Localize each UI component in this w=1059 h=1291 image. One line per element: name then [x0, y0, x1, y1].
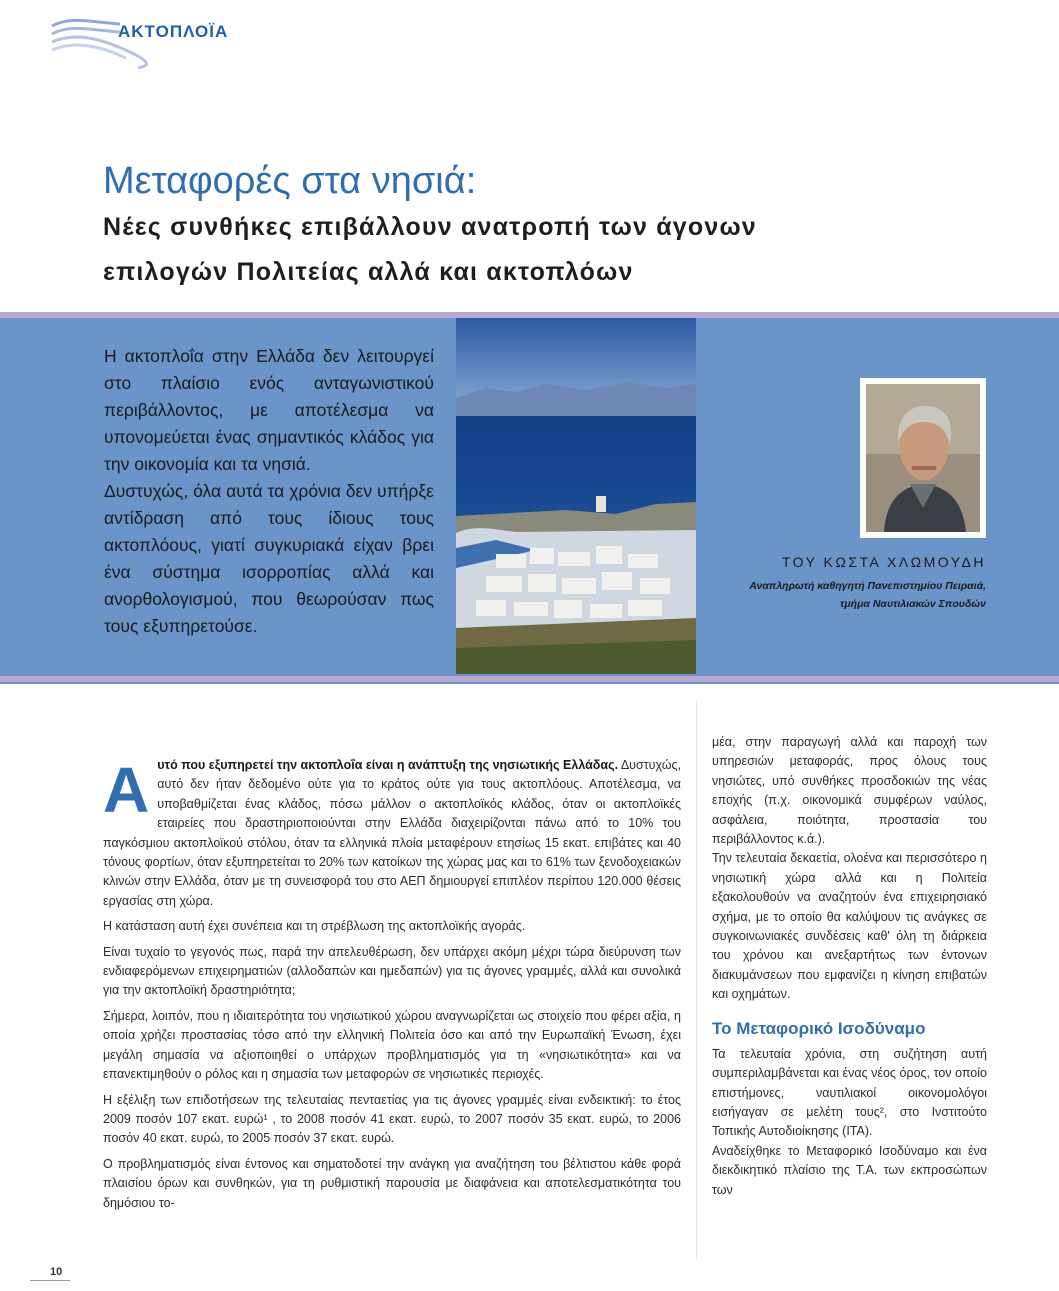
body-left-column	[103, 756, 681, 1219]
lead-bold-text: υτό που εξυπηρετεί την ακτοπλοΐα είναι η ανάπτυξη της νησιωτικής Ελλάδας.	[157, 758, 619, 772]
intro-paragraph-1: Η ακτοπλοΐα στην Ελλάδα δεν λειτουργεί στο πλαίσιο ενός ανταγωνιστικού περιβάλλοντος, με αποτέλεσμα να υπονομεύεται ένας σημαντικός κλάδος για την οικονομία και τα νησιά.	[104, 346, 434, 474]
article-title: Μεταφορές στα νησιά:	[103, 160, 477, 202]
wave-lines-icon	[50, 12, 150, 72]
intro-text	[104, 343, 434, 640]
article-subtitle-line2: επιλογών Πολιτείας αλλά και ακτοπλόων	[103, 258, 634, 286]
author-byline: ΤΟΥ ΚΩΣΤΑ ΧΛΩΜΟΥΔΗ	[781, 554, 986, 570]
author-portrait	[866, 384, 980, 532]
body-paragraph: Ο προβληματισμός είναι έντονος και σηματοδοτεί την ανάγκη για αναζήτηση του βέλτιστου κάθε φορά πλαισίου όρων και συνθηκών, για τη ρυθμιστική παρουσία με διαφάνεια και αποτελεσματικότητα του δημόσιου το-	[103, 1156, 681, 1210]
body-paragraph: Είναι τυχαίο το γεγονός πως, παρά την απελευθέρωση, δεν υπάρχει ακόμη μέχρι τώρα διεύρυνση των ενδιαφερόμενων επιχειρηματιών (αλλοδαπών και ημεδαπών) για τις άγονες γραμμές, αλλά και συνολικά για την ακτοπλοϊκή δραστηριότητα;	[103, 944, 681, 998]
body-right-column	[712, 733, 987, 1200]
intro-paragraph-2: Δυστυχώς, όλα αυτά τα χρόνια δεν υπήρξε αντίδραση από τους ίδιους τους ακτοπλόους, γιατί συγκυριακά είχαν βρει ένα σύστημα ισορροπίας αλλά και ανορθολογισμού, που θεωρούσαν πως τους εξυπηρετούσε.	[104, 481, 434, 636]
page-number: 10	[50, 1266, 63, 1278]
body-paragraph: Την τελευταία δεκαετία, ολοένα και περισσότερο η νησιωτική χώρα αλλά και η Πολιτεία εξακολουθούν να αναζητούν ένα επιχειρησιακό σχήμα, με το οποίο θα καλύψουν τις ανάγκες σε συγκοινωνιακές συνδέσεις καθ' όλη τη διάρκεια του χρόνου και ανεξαρτήτως των έντονων διακυμάνσεων που εμφανίζει η κίνηση επιβατών και οχημάτων.	[712, 851, 987, 1002]
band-divider-bottom	[0, 676, 1059, 682]
drop-cap: Α	[103, 754, 150, 826]
section-label: ΑΚΤΟΠΛΟΪΑ	[118, 22, 229, 41]
body-paragraph: μέα, στην παραγωγή αλλά και παροχή των υπηρεσιών μεταφοράς, προς όλους τους νησιώτες, υπό συνθήκες προσδοκιών της νέας εποχής (π.χ. οικονομικά συμφέρων ναύλος, ασφάλεια, ποιότητα, προστασία του περιβάλλοντος κ.ά.).	[712, 735, 987, 847]
body-paragraph: Η κατάσταση αυτή έχει συνέπεια και τη στρέβλωση της ακτοπλοϊκής αγοράς.	[103, 919, 526, 934]
body-paragraph: Τα τελευταία χρόνια, στη συζήτηση αυτή συμπεριλαμβάνεται και ένας νέος όρος, τον οποίο επιστήμονες, ναυτιλιακοί οικονομολόγοι εισήγαγαν σε μελέτη τους², στο Ινστιτούτο Τοπικής Αυτοδιοίκησης (ΙΤΑ).	[712, 1046, 987, 1139]
author-affiliation-line2: τμήμα Ναυτιλιακών Σπουδών	[840, 598, 986, 610]
body-paragraph: Η εξέλιξη των επιδοτήσεων της τελευταίας πενταετίας για τις άγονες γραμμές είναι ενδεικτική: το έτος 2009 ποσόν 107 εκατ. ευρώ¹ , το 2008 ποσόν 41 εκατ. ευρώ, το 2007 ποσόν 35 εκατ. ευρώ, το 2006 ποσόν 40 εκατ. ευρώ, το 2005 ποσόν 37 εκατ. ευρώ.	[103, 1092, 681, 1146]
footer-rule	[30, 1280, 70, 1281]
island-photo	[456, 318, 696, 674]
body-paragraph: Σήμερα, λοιπόν, που η ιδιαιτερότητα του νησιωτικού χώρου αναγνωρίζεται ως στοιχείο που φέρει αξία, η οποία χρήζει προστασίας τόσο από την ελληνική Πολιτεία όσο και από την Ευρωπαϊκή Ένωση, έχει μεγάλη σημασία να αξιοποιηθεί ο υπάρχων προβληματισμός για τη «νησιωτικότητα» και να επανεκτιμηθούν ο ρόλος και η σημασία των μεταφορών σε νησιωτικές περιοχές.	[103, 1008, 681, 1082]
lead-text: Δυστυχώς, αυτό δεν ήταν δεδομένο ούτε για το κράτος ούτε για τους ακτοπλόους. Αποτέλεσμα, να υποβαθμίζεται ένας κλάδος, πόσω μάλλον ο ακτοπλοϊκός κλάδος, όταν οι ακτοπλοϊκές εταιρείες που δραστηριοποιούνται στην Ελλάδα διαχειρίζονται πάνω από το 10% του παγκόσμιου ακτοπλοϊκού στόλου, όταν τα ελληνικά πλοία μεταφέρουν ετησίως 15 εκατ. επιβάτες και 40 τόνους φορτίων, όταν εξυπηρετείται το 20% των κατοίκων της χώρας μας και το 61% των ξενοδοχειακών κλινών στην Ελλάδα, όταν με τη συνεισφορά του στο ΑΕΠ δημιουργεί επιπλέον περίπου 120.000 θέσεις εργασίας στη χώρα.	[103, 758, 681, 908]
section-heading: Το Μεταφορικό Ισοδύναμο	[712, 1018, 926, 1038]
body-paragraph: Αναδείχθηκε το Μεταφορικό Ισοδύναμο και ένα διεκδικητικό πλαίσιο της Τ.Α. των εκπροσώπων των	[712, 1143, 987, 1197]
column-divider	[696, 700, 697, 1260]
author-affiliation-line1: Αναπληρωτή καθηγητή Πανεπιστημίου Πειραιά,	[749, 580, 986, 592]
lead-paragraph	[103, 756, 681, 911]
article-subtitle-line1: Νέες συνθήκες επιβάλλουν ανατροπή των άγονων	[103, 213, 757, 241]
